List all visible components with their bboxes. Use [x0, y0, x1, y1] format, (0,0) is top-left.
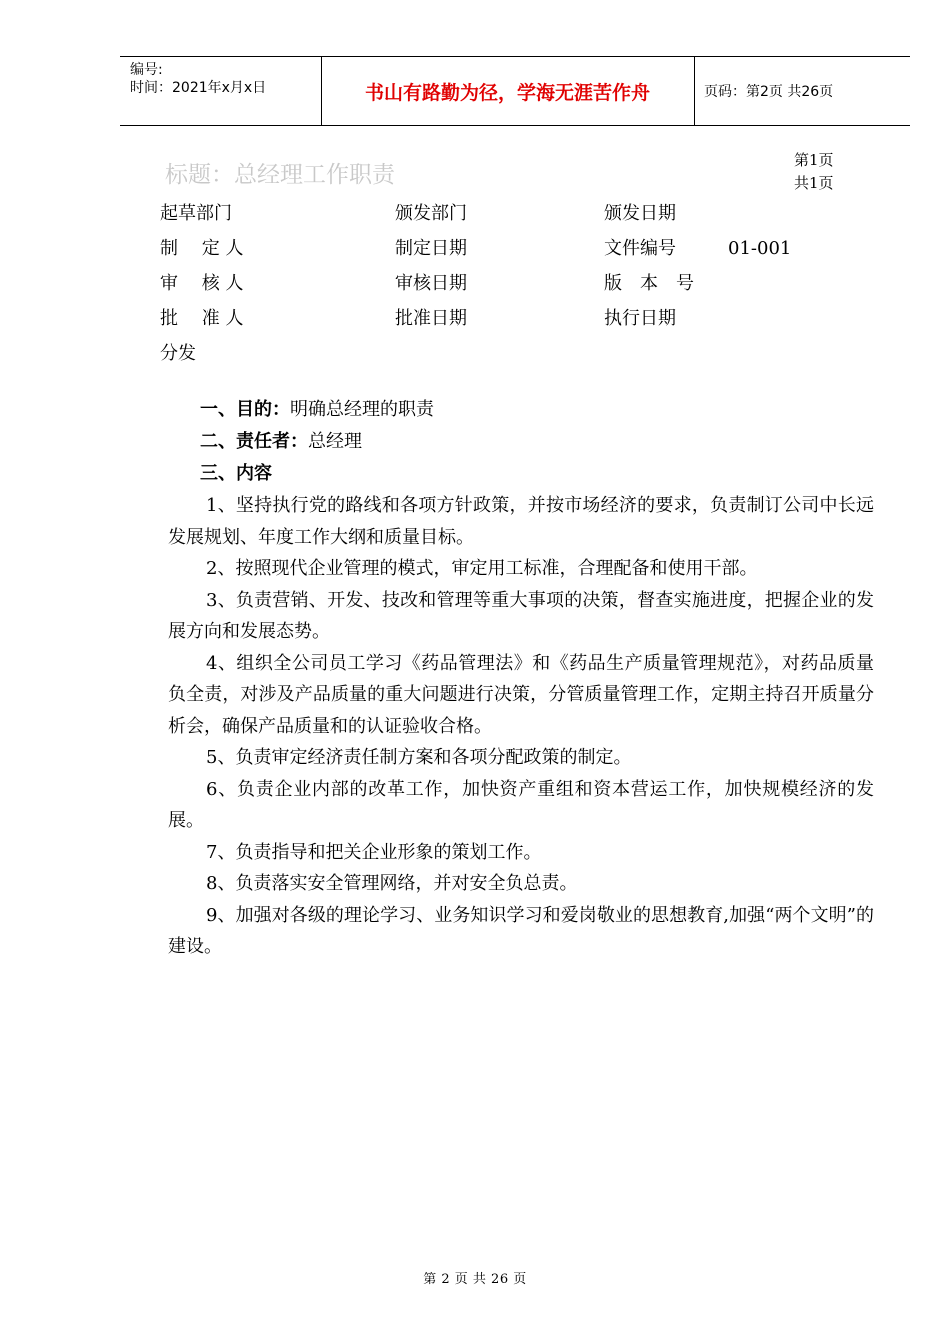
- meta-cell: 批 准 人: [160, 308, 244, 329]
- meta-cell: 审 核 人: [160, 273, 244, 294]
- content-item: 9、加强对各级的理论学习、业务知识学习和爱岗敬业的思想教育,加强“两个文明”的建设。: [168, 904, 874, 957]
- time-label: 时间：2021年x月x日: [130, 80, 267, 96]
- section-heading: [168, 426, 874, 458]
- section-text: 明确总经理的职责: [290, 399, 434, 420]
- meta-cell: 文件编号: [604, 238, 676, 259]
- section-text: 总经理: [308, 431, 362, 452]
- content-item: 2、按照现代企业管理的模式，审定用工标准，合理配备和使用干部。: [206, 558, 758, 579]
- meta-cell: 执行日期: [604, 308, 676, 329]
- meta-cell: 颁发日期: [604, 203, 676, 224]
- content-list: [168, 490, 874, 963]
- section-heading: [168, 458, 874, 490]
- meta-cell: 制 定 人: [160, 238, 244, 259]
- document-page-count: [794, 149, 834, 195]
- header-motto: 书山有路勤为径，学海无涯苦作舟: [321, 57, 695, 125]
- section-list: [168, 394, 874, 490]
- content-item: 1、坚持执行党的路线和各项方针政策，并按市场经济的要求，负责制订公司中长远发展规划、年度工作大纲和质量目标。: [168, 495, 874, 548]
- content-item: 6、负责企业内部的改革工作，加快资产重组和资本营运工作，加快规模经济的发展。: [168, 778, 874, 831]
- page-header: [120, 56, 910, 126]
- section-heading: [168, 394, 874, 426]
- section-label: 三、内容: [200, 463, 272, 484]
- document-title: 标题：总经理工作职责: [165, 162, 395, 188]
- meta-cell: 颁发部门: [395, 203, 467, 224]
- content-item: 3、负责营销、开发、技改和管理等重大事项的决策，督查实施进度，把握企业的发展方向和发展态势。: [168, 589, 874, 642]
- section-label: 一、目的：: [200, 399, 290, 420]
- meta-cell: 起草部门: [160, 203, 232, 224]
- document-body: [168, 394, 874, 963]
- meta-cell: 01-001: [728, 238, 792, 259]
- content-item: 5、负责审定经济责任制方案和各项分配政策的制定。: [206, 747, 632, 768]
- content-item: 8、负责落实安全管理网络，并对安全负总责。: [206, 873, 578, 894]
- meta-cell: 版 本 号: [604, 273, 694, 294]
- page-total: 共1页: [794, 174, 834, 192]
- serial-label: 编号:: [130, 62, 163, 78]
- header-info-cell: [120, 57, 322, 125]
- header-page-info: 页码：第2页 共26页: [704, 84, 834, 100]
- meta-cell: 批准日期: [395, 308, 467, 329]
- meta-cell: 制定日期: [395, 238, 467, 259]
- page-footer: 第 2 页 共 26 页: [423, 1272, 527, 1287]
- meta-cell: 分发: [160, 343, 196, 364]
- section-label: 二、责任者：: [200, 431, 308, 452]
- content-item: 4、组织全公司员工学习《药品管理法》和《药品生产质量管理规范》，对药品质量负全责，对涉及产品质量的重大问题进行决策，分管质量管理工作，定期主持召开质量分析会，确保产品质量和的认证验收合格。: [168, 652, 874, 737]
- content-item: 7、负责指导和把关企业形象的策划工作。: [206, 841, 542, 863]
- meta-cell: 审核日期: [395, 273, 467, 294]
- page-current: 第1页: [794, 151, 834, 169]
